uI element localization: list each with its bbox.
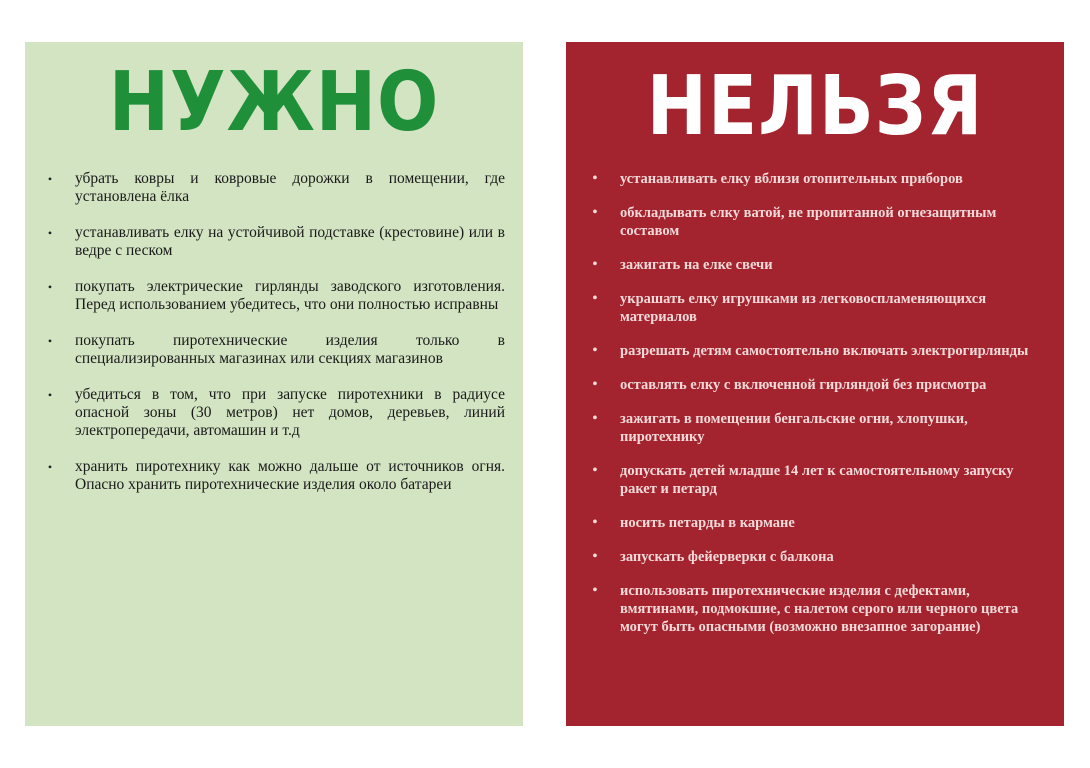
do-panel-title: НУЖНО	[108, 55, 440, 150]
do-item-text: убрать ковры и ковровые дорожки в помещении, где установлена ёлка	[75, 170, 505, 205]
dont-list-item	[588, 290, 1050, 326]
do-list-item	[43, 224, 505, 260]
dont-list-item	[588, 342, 1050, 360]
dont-list-item	[588, 410, 1050, 446]
bullet-icon: •	[592, 463, 598, 478]
bullet-icon: •	[592, 171, 598, 186]
bullet-icon: •	[47, 334, 53, 348]
do-item-text: хранить пиротехнику как можно дальше от источников огня. Опасно хранить пиротехнические изделия около батареи	[75, 458, 505, 493]
bullet-icon: •	[592, 549, 598, 564]
bullet-icon: •	[592, 257, 598, 272]
dont-item-text: оставлять елку с включенной гирляндой без присмотра	[620, 377, 987, 393]
bullet-icon: •	[47, 226, 53, 240]
dont-item-text: разрешать детям самостоятельно включать электрогирлянды	[620, 343, 1029, 359]
dont-list-item	[588, 204, 1050, 240]
dont-item-text: зажигать в помещении бенгальские огни, хлопушки, пиротехнику	[620, 411, 968, 445]
bullet-icon: •	[592, 291, 598, 306]
do-item-text: покупать пиротехнические изделия только в специализированных магазинах или секциях магазинов	[75, 332, 505, 367]
dont-panel-title: НЕЛЬЗЯ	[646, 59, 984, 154]
dont-item-text: зажигать на елке свечи	[620, 257, 773, 273]
do-list-item	[43, 458, 505, 494]
dont-item-text: использовать пиротехнические изделия с дефектами, вмятинами, подмокшие, с налетом серого или черного цвета могут быть опасными (возможно внезапное загорание)	[620, 583, 1019, 635]
do-item-text: устанавливать елку на устойчивой подставке (крестовине) или в ведре с песком	[75, 224, 505, 259]
dont-list-item	[588, 256, 1050, 274]
do-item-text: убедиться в том, что при запуске пиротехники в радиусе опасной зоны (30 метров) нет домов, деревьев, линий электропередачи, автомашин и т.д	[75, 386, 505, 439]
do-list-item	[43, 170, 505, 206]
dont-item-text: украшать елку игрушками из легковоспламеняющихся материалов	[620, 291, 987, 325]
bullet-icon: •	[592, 515, 598, 530]
do-list-item	[43, 386, 505, 440]
bullet-icon: •	[592, 377, 598, 392]
dont-list-item	[588, 548, 1050, 566]
bullet-icon: •	[592, 583, 598, 598]
dont-item-text: носить петарды в кармане	[620, 515, 795, 531]
dont-list	[588, 170, 1050, 652]
dont-list-item	[588, 582, 1050, 636]
do-list-item	[43, 278, 505, 314]
dont-list-item	[588, 170, 1050, 188]
do-list	[43, 170, 505, 512]
dont-item-text: допускать детей младше 14 лет к самостоятельному запуску ракет и петард	[620, 463, 1014, 497]
dont-item-text: обкладывать елку ватой, не пропитанной огнезащитным составом	[620, 205, 997, 239]
dont-item-text: запускать фейерверки с балкона	[620, 549, 834, 565]
bullet-icon: •	[592, 411, 598, 426]
do-panel	[25, 42, 523, 726]
dont-list-item	[588, 514, 1050, 532]
bullet-icon: •	[592, 205, 598, 220]
do-list-item	[43, 332, 505, 368]
bullet-icon: •	[47, 388, 53, 402]
dont-panel	[566, 42, 1064, 726]
bullet-icon: •	[592, 343, 598, 358]
dont-list-item	[588, 462, 1050, 498]
dont-list-item	[588, 376, 1050, 394]
dont-item-text: устанавливать елку вблизи отопительных приборов	[620, 171, 963, 187]
bullet-icon: •	[47, 172, 53, 186]
do-item-text: покупать электрические гирлянды заводского изготовления. Перед использованием убедитесь, что они полностью исправны	[75, 278, 505, 313]
bullet-icon: •	[47, 280, 53, 294]
bullet-icon: •	[47, 460, 53, 474]
